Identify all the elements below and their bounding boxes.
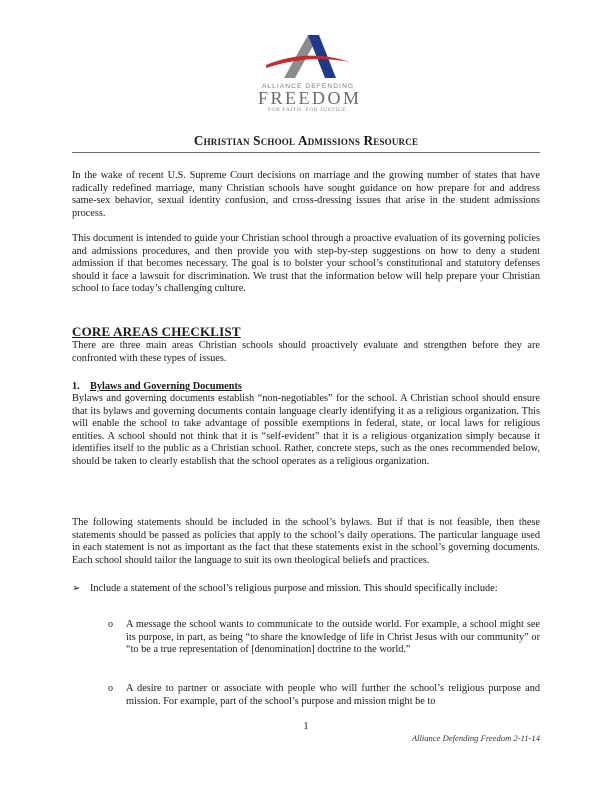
section-heading: CORE AREAS CHECKLIST xyxy=(72,324,241,339)
logo-a-mark-icon xyxy=(262,32,354,82)
intro-paragraph-1: In the wake of recent U.S. Supreme Court decisions on marriage and the growing number of states that have radically redefined marriage, many Christian schools have sought guidance on how prepare for and address same-sex behavior, sexual identity confusion, and cross-dressing issues that arise in the student admissions process. xyxy=(72,170,540,219)
bullet-text: Include a statement of the school’s religious purpose and mission. This should specifically include: xyxy=(90,583,498,594)
sub-bullet-item xyxy=(108,619,540,671)
arrow-bullet-icon: ➢ xyxy=(72,583,81,594)
page-number: 1 xyxy=(303,720,309,732)
subsection-number: 1. xyxy=(72,381,80,392)
circle-bullet-icon: o xyxy=(108,683,113,694)
intro-paragraph-2: This document is intended to guide your Christian school through a proactive evaluation of its governing policies and admissions procedures, and then provide you with step-by-step suggestions on how to deny a student admission if that becomes necessary. The goal is to bolster your school’s constitutional and statutory defenses should it face a lawsuit for discrimination. We trust that the information below will help prepare your Christian school to face today’s challenging culture. xyxy=(72,233,540,295)
sub-bullet-text: A message the school wants to communicate to the outside world. For example, a school might see its purpose, in part, as being “to share the knowledge of life in Christ Jesus with our community” or “to be a true representation of [denomination] doctrine to the world.” xyxy=(126,619,540,656)
section-body-2: The following statements should be included in the school’s bylaws. But if that is not feasible, then these statements should be passed as policies that apply to the school’s daily operations. The particular language used in each statement is not as important as the fact that these statements exist in the school’s governing documents. Each school should tailor the language to suit its own theological beliefs and practices. xyxy=(72,517,540,566)
subsection-heading xyxy=(72,381,242,392)
sub-bullet-item xyxy=(108,683,540,709)
checklist-intro: There are three main areas Christian schools should proactively evaluate and strengthen before they are confronted with these types of issues. xyxy=(72,340,540,364)
circle-bullet-icon: o xyxy=(108,619,113,630)
subsection-title: Bylaws and Governing Documents xyxy=(90,381,242,392)
document-title: Christian School Admissions Resource xyxy=(193,133,419,148)
sub-bullet-text: A desire to partner or associate with people who will further the school’s religious purpose and mission. For example, part of the school’s purpose and mission might be to xyxy=(126,683,540,707)
logo-tagline: FOR FAITH. FOR JUSTICE. xyxy=(267,107,349,113)
bullet-item xyxy=(72,583,540,609)
logo-top-text: ALLIANCE DEFENDING xyxy=(261,83,355,90)
title-divider xyxy=(72,152,540,153)
alliance-defending-freedom-logo xyxy=(258,32,362,124)
section-body-1: Bylaws and governing documents establish “non-negotiables” for the school. A Christian school should ensure that its bylaws and governing documents contain language clearly identifying it as a religious organization. This will enable the school to take advantage of possible exemptions in federal, state, or local laws for religious entities. A school should not think that it is “self-evident” that it is a religious organization simply because it identifies itself to the public as a Christian school. Rather, concrete steps, such as the ones recommended below, should be taken to clearly establish that the school operates as a religious organization. xyxy=(72,393,540,467)
logo-main-text: FREEDOM xyxy=(258,88,362,108)
footer-text: Alliance Defending Freedom 2-11-14 xyxy=(411,733,540,743)
